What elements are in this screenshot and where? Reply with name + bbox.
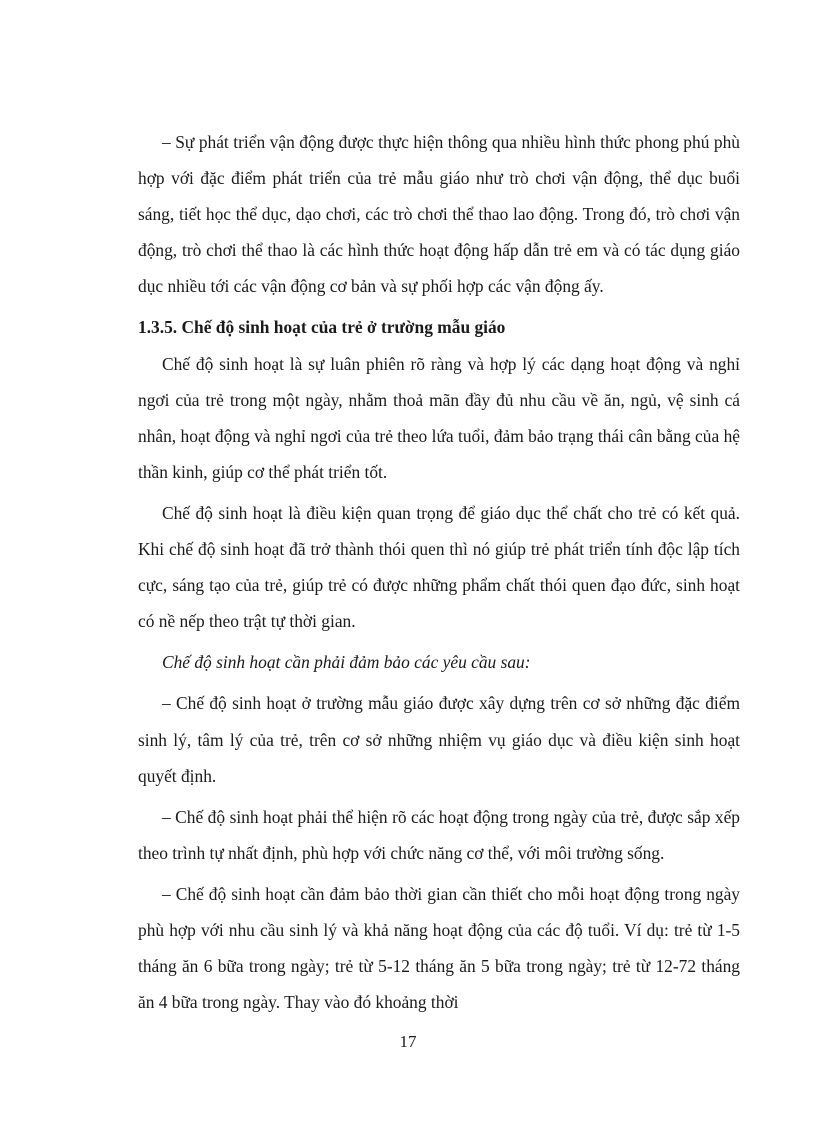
paragraph-movement-forms: – Sự phát triển vận động được thực hiện thông qua nhiều hình thức phong phú phù hợp với đặc điểm phát triển của trẻ mẫu giáo như trò chơi vận động, thể dục buổi sáng, tiết học thể dục, dạo chơi, các trò chơi thể thao lao động. Trong đó, trò chơi vận động, trò chơi thể thao là các hình thức hoạt động hấp dẫn trẻ em và có tác dụng giáo dục nhiều tới các vận động cơ bản và sự phối hợp các vận động ấy. bbox=[138, 132, 740, 297]
document-body bbox=[138, 124, 740, 1025]
requirements-intro: Chế độ sinh hoạt cần phải đảm bảo các yêu cầu sau: bbox=[162, 652, 531, 673]
requirement-item-1: – Chế độ sinh hoạt ở trường mẫu giáo được xây dựng trên cơ sở những đặc điểm sinh lý, tâm lý của trẻ, trên cơ sở những nhiệm vụ giáo dục và điều kiện sinh hoạt quyết định. bbox=[138, 693, 740, 786]
requirement-item-3: – Chế độ sinh hoạt cần đảm bảo thời gian cần thiết cho mỗi hoạt động trong ngày phù hợp với nhu cầu sinh lý và khả năng hoạt động của các độ tuổi. Ví dụ: trẻ từ 1-5 tháng ăn 6 bữa trong ngày; trẻ từ 5-12 tháng ăn 5 bữa trong ngày; trẻ từ 12-72 tháng ăn 4 bữa trong ngày. Thay vào đó khoảng thời bbox=[138, 883, 740, 1013]
paragraph-importance: Chế độ sinh hoạt là điều kiện quan trọng để giáo dục thể chất cho trẻ có kết quả. Khi chế độ sinh hoạt đã trở thành thói quen thì nó giúp trẻ phát triển tính độc lập tích cực, sáng tạo của trẻ, giúp trẻ có được những phẩm chất thói quen đạo đức, sinh hoạt có nề nếp theo trật tự thời gian. bbox=[138, 502, 740, 632]
requirement-item-2: – Chế độ sinh hoạt phải thể hiện rõ các hoạt động trong ngày của trẻ, được sắp xếp theo trình tự nhất định, phù hợp với chức năng cơ thể, với môi trường sống. bbox=[138, 806, 740, 863]
section-heading: 1.3.5. Chế độ sinh hoạt của trẻ ở trường mẫu giáo bbox=[138, 317, 506, 338]
paragraph-definition: Chế độ sinh hoạt là sự luân phiên rõ ràng và hợp lý các dạng hoạt động và nghỉ ngơi của trẻ trong một ngày, nhằm thoả mãn đầy đủ nhu cầu về ăn, ngủ, vệ sinh cá nhân, hoạt động và nghỉ ngơi của trẻ theo lứa tuổi, đảm bảo trạng thái cân bằng của hệ thần kinh, giúp cơ thể phát triển tốt. bbox=[138, 353, 740, 482]
page-number: 17 bbox=[399, 1032, 417, 1051]
